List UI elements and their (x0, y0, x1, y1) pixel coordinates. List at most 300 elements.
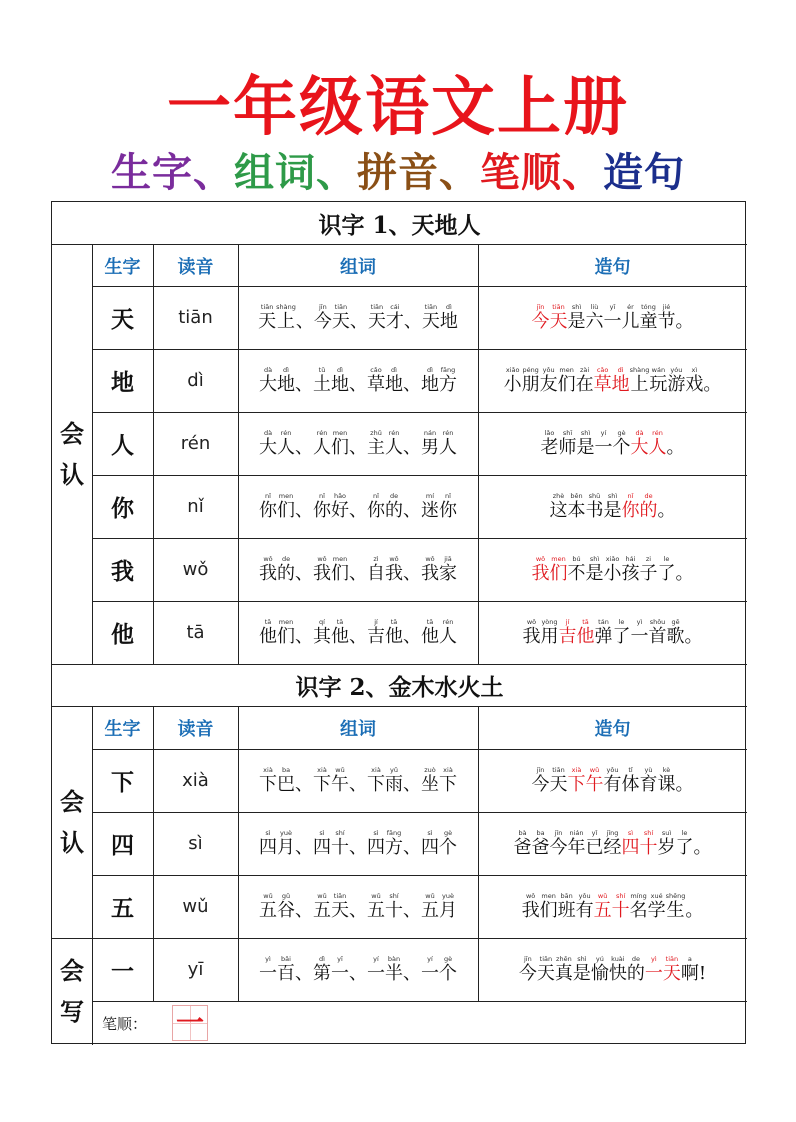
hanzi: 已 (585, 836, 604, 858)
hanzi: 其 (313, 625, 331, 647)
pinyin-annotation: xià (443, 765, 453, 774)
ruby-char (622, 766, 640, 796)
hanzi: 。 (693, 836, 712, 858)
stroke-step-char: 一 (175, 1006, 204, 1039)
hanzi: 他 (259, 625, 277, 647)
ruby-char (331, 555, 349, 585)
ruby-char (586, 555, 604, 585)
subtitle-segment: 拼音、 (357, 150, 480, 196)
pinyin-annotation: wǒ (525, 891, 536, 900)
ruby-char (386, 303, 404, 333)
ruby-char (612, 366, 630, 396)
hanzi: 地 (331, 373, 349, 395)
pinyin-annotation: yí (373, 954, 379, 963)
ruby-char (595, 429, 613, 459)
ruby-char (331, 955, 349, 985)
ruby-char (658, 555, 676, 585)
hanzi: 月 (439, 899, 457, 921)
pinyin-cell: tā (186, 622, 205, 643)
ruby-char (541, 618, 559, 648)
pinyin-cell: wǒ (182, 559, 209, 580)
ruby-char (676, 555, 694, 585)
hanzi: 天 (421, 310, 440, 332)
pinyin-annotation: shí (335, 828, 345, 837)
hanzi: 。 (675, 773, 694, 795)
pinyin-annotation: jīn (536, 765, 545, 774)
hanzi: 午 (331, 773, 349, 795)
column-header-sentence: 造句 (594, 719, 631, 740)
word-group-cell (238, 749, 478, 812)
hanzi: 四 (621, 836, 640, 858)
hanzi: 是 (576, 436, 595, 458)
pinyin-annotation: jīn (524, 954, 532, 963)
sentence-cell (478, 349, 747, 412)
subtitle-segment: 组词、 (234, 150, 357, 196)
ruby-char (258, 303, 276, 333)
example-sentence (522, 892, 704, 922)
word-group-cell (238, 601, 478, 664)
column-divider (238, 245, 239, 664)
ruby-char (367, 492, 385, 522)
ruby-char (645, 955, 663, 985)
pinyin-annotation: tā (390, 617, 398, 626)
pinyin-annotation: xià (263, 765, 273, 774)
separator: 、 (349, 625, 367, 647)
pinyin-annotation: lǎo (544, 428, 555, 437)
hanzi: 真 (554, 962, 573, 984)
section-title: 识字 1、天地人 (52, 202, 747, 245)
ruby-char (649, 429, 667, 459)
ruby-char (259, 429, 277, 459)
ruby-char (550, 492, 568, 522)
character-cell: 我 (111, 558, 134, 585)
separator: 、 (295, 773, 313, 795)
ruby-char (576, 366, 594, 396)
pinyin-annotation: de (644, 491, 653, 500)
hanzi: 的 (639, 499, 658, 521)
hanzi: 你 (439, 499, 457, 521)
ruby-char (439, 829, 457, 859)
hanzi: 生 (666, 899, 685, 921)
pinyin-annotation: yī (337, 954, 343, 963)
pinyin-annotation: wǔ (425, 891, 435, 900)
separator: 、 (349, 373, 367, 395)
ruby-char (313, 892, 331, 922)
ruby-char (640, 829, 658, 859)
hanzi: 天 (331, 899, 349, 921)
character-cell: 下 (111, 769, 134, 796)
pinyin-annotation: le (618, 617, 625, 626)
column-header-pinyin: 读音 (177, 719, 214, 740)
ruby-char (541, 429, 559, 459)
ruby-char (586, 766, 604, 796)
ruby-char (259, 766, 277, 796)
ruby-char (385, 955, 403, 985)
pinyin-annotation: wǒ (317, 554, 327, 563)
ruby-char (550, 555, 568, 585)
pinyin-annotation: cǎo (596, 365, 609, 374)
hanzi: 童 (639, 310, 658, 332)
ruby-char (667, 429, 685, 459)
pinyin-annotation: tán (598, 617, 609, 626)
ruby-char (277, 892, 295, 922)
pinyin-annotation: qí (319, 617, 325, 626)
hanzi: 年 (567, 836, 586, 858)
pinyin-annotation: gè (443, 828, 453, 837)
ruby-char (622, 555, 640, 585)
hanzi: 他 (385, 625, 403, 647)
pinyin-annotation: rén (442, 617, 454, 626)
pinyin-annotation: hǎo (333, 491, 347, 500)
hanzi: 歌 (666, 625, 685, 647)
hanzi: 坐 (421, 773, 439, 795)
hanzi: 育 (639, 773, 658, 795)
pinyin-annotation: shí (389, 891, 399, 900)
hanzi: 一 (421, 962, 439, 984)
pinyin-annotation: yí (427, 954, 433, 963)
hanzi: 一 (367, 962, 385, 984)
ruby-char (537, 955, 555, 985)
column-divider (478, 707, 479, 1001)
ruby-char (504, 366, 522, 396)
sentence-cell (478, 286, 747, 349)
ruby-char (555, 955, 573, 985)
ruby-char (385, 892, 403, 922)
ruby-char (685, 366, 703, 396)
pinyin-annotation: rén (442, 428, 454, 437)
word-list (259, 766, 457, 796)
pinyin-annotation: men (332, 554, 348, 563)
ruby-char (422, 303, 440, 333)
hanzi: 五 (367, 899, 385, 921)
hanzi: 第 (313, 962, 331, 984)
hanzi: 孩 (621, 562, 640, 584)
pinyin-annotation: jīng (606, 828, 619, 837)
ruby-char (658, 303, 676, 333)
example-sentence (504, 366, 722, 396)
ruby-char (577, 429, 595, 459)
word-group-cell (238, 349, 478, 412)
separator: 、 (295, 625, 313, 647)
stroke-order-grid (172, 1005, 208, 1041)
hanzi: 你 (621, 499, 640, 521)
ruby-char (640, 492, 658, 522)
pinyin-annotation: shì (607, 491, 618, 500)
pinyin-annotation: yù (644, 765, 653, 774)
hanzi: 子 (639, 562, 658, 584)
ruby-char (439, 366, 457, 396)
subtitle-segment: 笔顺、 (480, 150, 603, 196)
pinyin-annotation: rén (280, 428, 292, 437)
column-divider (153, 707, 154, 1001)
pinyin-annotation: liù (590, 302, 599, 311)
hanzi: 今 (531, 310, 550, 332)
section-title: 识字 2、金木水火土 (52, 664, 747, 707)
ruby-char (667, 366, 685, 396)
ruby-char (313, 555, 331, 585)
pinyin-annotation: wǒ (263, 554, 273, 563)
pinyin-annotation: shí (643, 828, 654, 837)
hanzi: 他 (331, 625, 349, 647)
character-cell: 你 (111, 495, 134, 522)
ruby-char (331, 766, 349, 796)
separator: 、 (403, 499, 421, 521)
hanzi: 我 (521, 899, 540, 921)
column-divider (238, 707, 239, 1001)
pinyin-annotation: tóng (641, 302, 656, 311)
hanzi: 四 (259, 836, 277, 858)
hanzi: 节 (657, 310, 676, 332)
character-cell: 天 (111, 306, 134, 333)
ruby-char (640, 766, 658, 796)
hanzi: 的 (626, 962, 645, 984)
pinyin-annotation: men (551, 554, 566, 563)
pinyin-annotation: bú (572, 554, 581, 563)
hanzi: 们 (277, 625, 295, 647)
pinyin-annotation: zuò (424, 765, 436, 774)
pinyin-annotation: tiān (665, 954, 679, 963)
ruby-char (277, 766, 295, 796)
ruby-char (313, 366, 331, 396)
pinyin-annotation: sì (627, 828, 634, 837)
hanzi: 快 (608, 962, 627, 984)
separator: 、 (295, 436, 313, 458)
pinyin-annotation: jīn (554, 828, 563, 837)
page-subtitle (0, 148, 796, 198)
separator: 、 (349, 310, 368, 332)
hanzi: 土 (313, 373, 331, 395)
pinyin-annotation: gǔ (281, 891, 291, 900)
example-sentence (514, 829, 712, 859)
ruby-char (540, 892, 558, 922)
example-sentence (541, 429, 685, 459)
pinyin-cell: wǔ (182, 896, 209, 917)
ruby-char (331, 618, 349, 648)
ruby-char (385, 366, 403, 396)
ruby-char (532, 303, 550, 333)
stroke-order-label: 笔顺： (102, 1015, 148, 1033)
side-label-char: 会 (60, 786, 84, 816)
hanzi: 十 (331, 836, 349, 858)
hanzi: 。 (657, 499, 676, 521)
ruby-char (439, 618, 457, 648)
ruby-char (439, 492, 457, 522)
pinyin-annotation: de (631, 954, 640, 963)
ruby-char (385, 429, 403, 459)
hanzi: 名 (629, 899, 648, 921)
ruby-char (421, 766, 439, 796)
hanzi: 们 (331, 562, 349, 584)
pinyin-annotation: rén (652, 428, 663, 437)
pinyin-annotation: yǒu (606, 765, 619, 774)
pinyin-annotation: zhēn (556, 954, 572, 963)
hanzi: 们 (277, 499, 295, 521)
pinyin-annotation: dà (635, 428, 644, 437)
ruby-char (676, 829, 694, 859)
column-divider (92, 707, 93, 1045)
ruby-char (631, 429, 649, 459)
hanzi: 师 (558, 436, 577, 458)
hanzi: 一 (594, 436, 613, 458)
pinyin-annotation: zi (645, 554, 652, 563)
ruby-char (421, 366, 439, 396)
ruby-char (594, 892, 612, 922)
ruby-char (609, 955, 627, 985)
hanzi: 了 (675, 836, 694, 858)
hanzi: 班 (557, 899, 576, 921)
ruby-char (631, 618, 649, 648)
ruby-char (658, 492, 676, 522)
separator: 、 (349, 562, 367, 584)
hanzi: 大 (259, 436, 277, 458)
ruby-char (676, 303, 694, 333)
ruby-char (559, 429, 577, 459)
side-label-char: 会 (60, 418, 84, 448)
ruby-char (559, 618, 577, 648)
pinyin-annotation: péng (522, 365, 539, 374)
ruby-char (276, 303, 296, 333)
sentence-cell (478, 601, 747, 664)
hanzi: 天 (549, 310, 568, 332)
ruby-char (699, 955, 706, 985)
ruby-char (385, 829, 403, 859)
hanzi: 地 (611, 373, 630, 395)
pinyin-annotation: yǒu (578, 891, 591, 900)
pinyin-annotation: wǒ (425, 554, 435, 563)
ruby-char (367, 429, 385, 459)
separator: 、 (403, 562, 421, 584)
pinyin-annotation: wǒ (389, 554, 399, 563)
ruby-char (586, 829, 604, 859)
pinyin-annotation: jīn (536, 302, 545, 311)
hanzi: 好 (331, 499, 349, 521)
pinyin-annotation: yì (651, 954, 657, 963)
hanzi: 是 (572, 962, 591, 984)
word-list (259, 618, 457, 648)
hanzi: 主 (367, 436, 385, 458)
pinyin-annotation: yǔ (390, 765, 398, 774)
ruby-char (685, 892, 703, 922)
ruby-char (277, 555, 295, 585)
sentence-cell (478, 875, 747, 938)
hanzi: 是 (567, 310, 586, 332)
hanzi: 老 (540, 436, 559, 458)
pinyin-annotation: tā (264, 617, 272, 626)
hanzi: 雨 (385, 773, 403, 795)
pinyin-annotation: nán (423, 428, 437, 437)
character-cell: 五 (111, 895, 134, 922)
pinyin-annotation: shī (562, 428, 573, 437)
hanzi: 草 (367, 373, 385, 395)
pinyin-annotation: tiān (552, 302, 565, 311)
ruby-char (676, 766, 694, 796)
pinyin-annotation: dì (391, 365, 397, 374)
ruby-char (421, 555, 439, 585)
hanzi: 十 (639, 836, 658, 858)
pinyin-annotation: nián (569, 828, 584, 837)
hanzi: 个 (439, 836, 457, 858)
hanzi: 人 (439, 625, 457, 647)
ruby-char (658, 766, 676, 796)
ruby-char (604, 555, 622, 585)
pinyin-cell: dì (187, 370, 204, 391)
pinyin-annotation: dì (337, 365, 343, 374)
hanzi: 才 (385, 310, 404, 332)
pinyin-annotation: yuè (442, 891, 454, 900)
pinyin-annotation: jié (662, 302, 671, 311)
pinyin-annotation: běn (570, 491, 583, 500)
pinyin-annotation: zhè (552, 491, 565, 500)
pinyin-annotation: xué (650, 891, 663, 900)
ruby-char (313, 618, 331, 648)
pinyin-annotation: zài (580, 365, 590, 374)
hanzi: 四 (367, 836, 385, 858)
ruby-char (576, 892, 594, 922)
ruby-char (277, 429, 295, 459)
ruby-char (331, 892, 349, 922)
hanzi: 地 (385, 373, 403, 395)
hanzi: 我 (531, 562, 550, 584)
subtitle-segment: 生字、 (111, 150, 234, 196)
hanzi: 十 (385, 899, 403, 921)
word-group-cell (238, 412, 478, 475)
pinyin-annotation: tiān (539, 954, 553, 963)
pinyin-annotation: de (281, 554, 291, 563)
hanzi: 经 (603, 836, 622, 858)
pinyin-annotation: yí (600, 428, 607, 437)
pinyin-annotation: wǔ (371, 891, 381, 900)
hanzi: 上 (630, 373, 649, 395)
ruby-char (640, 555, 658, 585)
pinyin-annotation: tiān (552, 765, 565, 774)
ruby-char (367, 955, 385, 985)
ruby-char (586, 492, 604, 522)
ruby-char (663, 955, 681, 985)
pinyin-annotation: shàng (276, 302, 296, 311)
hanzi: 小 (503, 373, 522, 395)
hanzi: 一 (603, 310, 622, 332)
pinyin-annotation: nǐ (319, 491, 325, 500)
ruby-char (594, 366, 612, 396)
word-list (258, 303, 458, 333)
ruby-char (331, 366, 349, 396)
pinyin-annotation: shí (615, 891, 626, 900)
hanzi: 五 (259, 899, 277, 921)
ruby-char (595, 618, 613, 648)
ruby-char (522, 366, 540, 396)
hanzi: 六 (585, 310, 604, 332)
section-side-label (52, 245, 92, 664)
pinyin-annotation: ba (281, 765, 291, 774)
hanzi: 五 (593, 899, 612, 921)
hanzi: 地 (439, 310, 458, 332)
separator: 、 (349, 436, 367, 458)
pinyin-annotation: shì (577, 954, 587, 963)
ruby-char (532, 766, 550, 796)
separator: 、 (349, 962, 367, 984)
pinyin-annotation: kè (662, 765, 671, 774)
pinyin-annotation: wǔ (589, 765, 600, 774)
ruby-char (259, 892, 277, 922)
hanzi: 吉 (367, 625, 385, 647)
pinyin-annotation: xià (571, 765, 582, 774)
hanzi: 下 (367, 773, 385, 795)
hanzi: 你 (313, 499, 331, 521)
ruby-char (332, 303, 350, 333)
ruby-char (613, 429, 631, 459)
hanzi: 体 (621, 773, 640, 795)
pinyin-annotation: bàn (387, 954, 401, 963)
